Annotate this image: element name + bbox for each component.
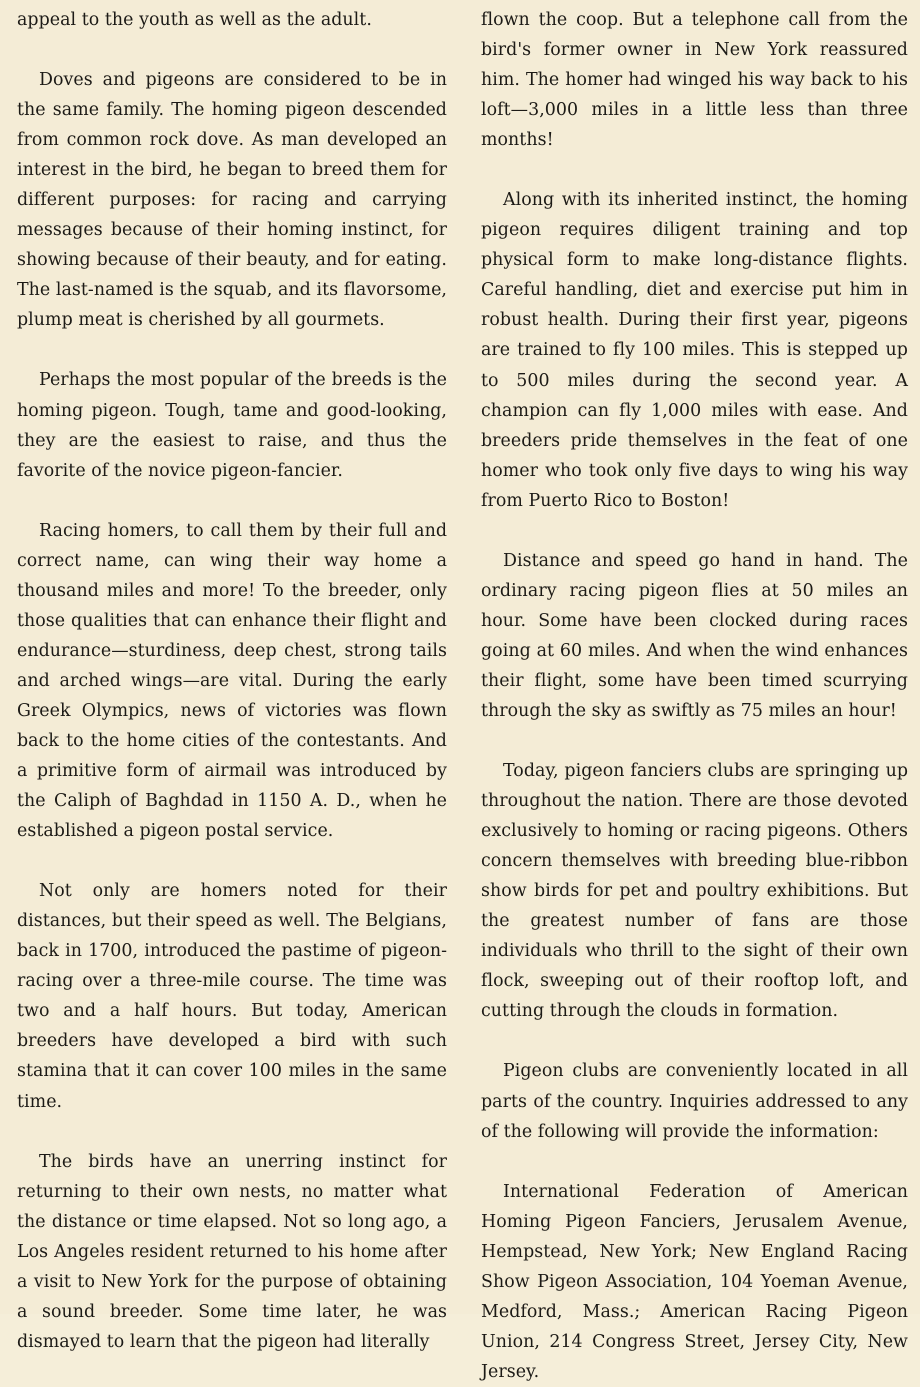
column-gutter (463, 0, 464, 1314)
left-column (17, 0, 447, 1357)
paragraph: Pigeon clubs are conveniently located in all parts of the country. Inquiries addressed to any of the following will provide the information: (481, 1061, 908, 1142)
paragraph: Racing homers, to call them by their full and correct name, can wing their way home a thousand miles and more! To the breeder, only those qualities that can enhance their flight and endurance—sturdiness, deep chest, strong tails and arched wings—are vital. During the early Greek Olympics, news of victories was flown back to the home cities of the contestants. And a primitive form of airmail was introduced by the Caliph of Baghdad in 1150 A. D., when he established a pigeon postal service. (17, 520, 447, 842)
paragraph: The birds have an unerring instinct for returning to their own nests, no matter what the distance or time elapsed. Not so long ago, a Los Angeles resident returned to his home after a visit to New York for the purpose of obtaining a sound breeder. Some time later, he was dismayed to learn that the pigeon had literally (17, 1151, 447, 1352)
paragraph: flown the coop. But a telephone call from the bird's former owner in New York reassured him. The homer had winged his way back to his loft—3,000 miles in a little less than three months! (481, 10, 908, 151)
right-column (481, 0, 908, 1387)
paragraph: Perhaps the most popular of the breeds is the homing pigeon. Tough, tame and good-looking, they are the easiest to raise, and thus the favorite of the novice pigeon-fancier. (17, 370, 447, 481)
paragraph: Not only are homers noted for their distances, but their speed as well. The Belgians, back in 1700, introduced the pastime of pigeon-racing over a three-mile course. The time was two and a half hours. But today, American breeders have developed a bird with such stamina that it can cover 100 miles in the same time. (17, 881, 447, 1112)
paragraph: International Federation of American Homing Pigeon Fanciers, Jerusalem Avenue, Hempstead, New York; New England Racing Show Pigeon Association, 104 Yoeman Avenue, Medford, Mass.; American Racing Pigeon Union, 214 Congress Street, Jersey City, New Jersey. (481, 1181, 908, 1382)
paragraph: appeal to the youth as well as the adult. (17, 10, 372, 30)
paragraph: Along with its inherited instinct, the homing pigeon requires diligent training and top physical form to make long-distance flights. Careful handling, diet and exercise put him in robust health. During their first year, pigeons are trained to fly 100 miles. This is stepped up to 500 miles during the second year. A champion can fly 1,000 miles with ease. And breeders pride themselves in the feat of one homer who took only five days to wing his way from Puerto Rico to Boston! (481, 190, 908, 511)
paragraph: Today, pigeon fanciers clubs are springing up throughout the nation. There are those devoted exclusively to homing or racing pigeons. Others concern themselves with breeding blue-ribbon show birds for pet and poultry exhibitions. But the greatest number of fans are those individuals who thrill to the sight of their own flock, sweeping out of their rooftop loft, and cutting through the clouds in formation. (481, 761, 908, 1022)
paragraph: Doves and pigeons are considered to be in the same family. The homing pigeon descended from common rock dove. As man developed an interest in the bird, he began to breed them for different purposes: for racing and carrying messages because of their homing instinct, for showing because of their beauty, and for eating. The last-named is the squab, and its flavorsome, plump meat is cherished by all gourmets. (17, 70, 447, 331)
paragraph: Distance and speed go hand in hand. The ordinary racing pigeon flies at 50 miles an hour. Some have been clocked during races going at 60 miles. And when the wind enhances their flight, some have been timed scurrying through the sky as swiftly as 75 miles an hour! (481, 550, 908, 721)
